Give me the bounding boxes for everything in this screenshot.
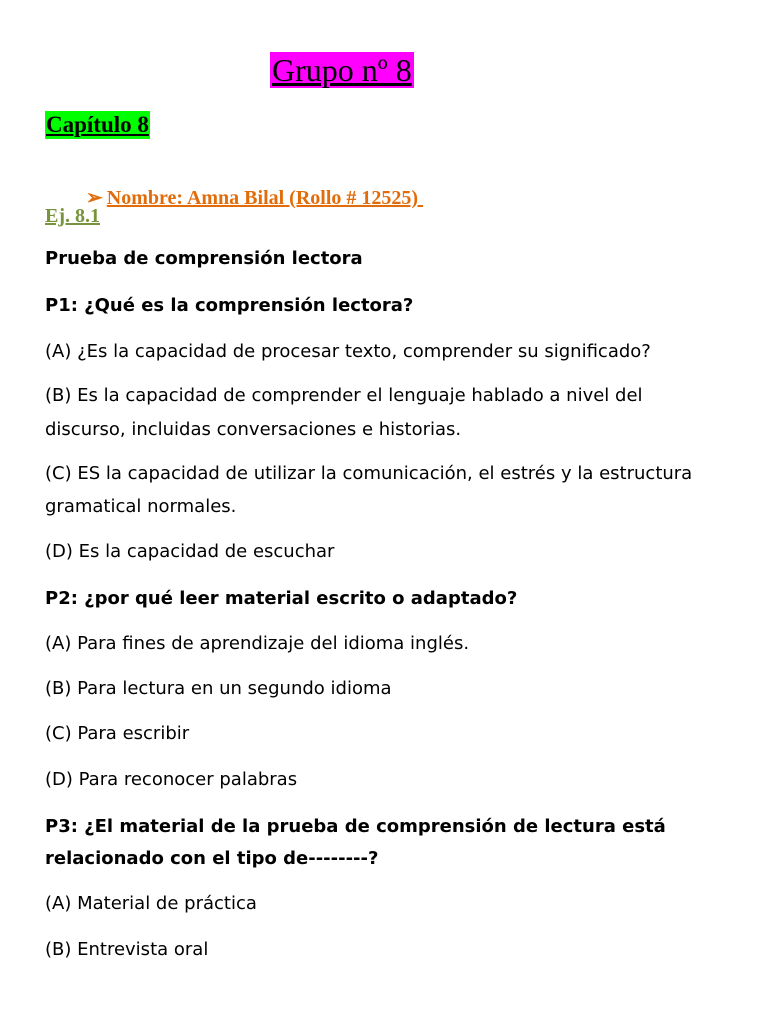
student-name: Nombre: Amna Bilal (Rollo # 12525)	[106, 187, 424, 209]
q1-option-a: (A) ¿Es la capacidad de procesar texto, comprender su significado?	[45, 341, 651, 362]
arrow-bullet-icon: ➢	[86, 187, 103, 209]
q2-option-a: (A) Para fines de aprendizaje del idioma inglés.	[45, 633, 470, 654]
q2-option-d: (D) Para reconocer palabras	[45, 769, 298, 790]
test-heading: Prueba de comprensión lectora	[45, 248, 363, 269]
q3-option-b: (B) Entrevista oral	[45, 939, 209, 960]
q1-option-b-line1: (B) Es la capacidad de comprender el lenguaje hablado a nivel del	[45, 385, 643, 406]
question-2: P2: ¿por qué leer material escrito o adaptado?	[45, 588, 518, 609]
q2-option-c: (C) Para escribir	[45, 723, 190, 744]
exercise-label: Ej. 8.1	[45, 205, 100, 227]
question-3-line2: relacionado con el tipo de--------?	[45, 848, 379, 869]
q2-option-b: (B) Para lectura en un segundo idioma	[45, 678, 392, 699]
q1-option-b-line2: discurso, incluidas conversaciones e historias.	[45, 419, 462, 440]
question-3-line1: P3: ¿El material de la prueba de comprensión de lectura está	[45, 816, 666, 837]
question-1: P1: ¿Qué es la comprensión lectora?	[45, 295, 414, 316]
q1-option-d: (D) Es la capacidad de escuchar	[45, 541, 335, 562]
q1-option-c-line1: (C) ES la capacidad de utilizar la comunicación, el estrés y la estructura	[45, 463, 693, 484]
q3-option-a: (A) Material de práctica	[45, 893, 257, 914]
student-name-line	[66, 156, 423, 240]
q1-option-c-line2: gramatical normales.	[45, 496, 237, 517]
chapter-heading: Capítulo 8	[46, 112, 149, 137]
group-title: Grupo nº 8	[272, 52, 412, 88]
